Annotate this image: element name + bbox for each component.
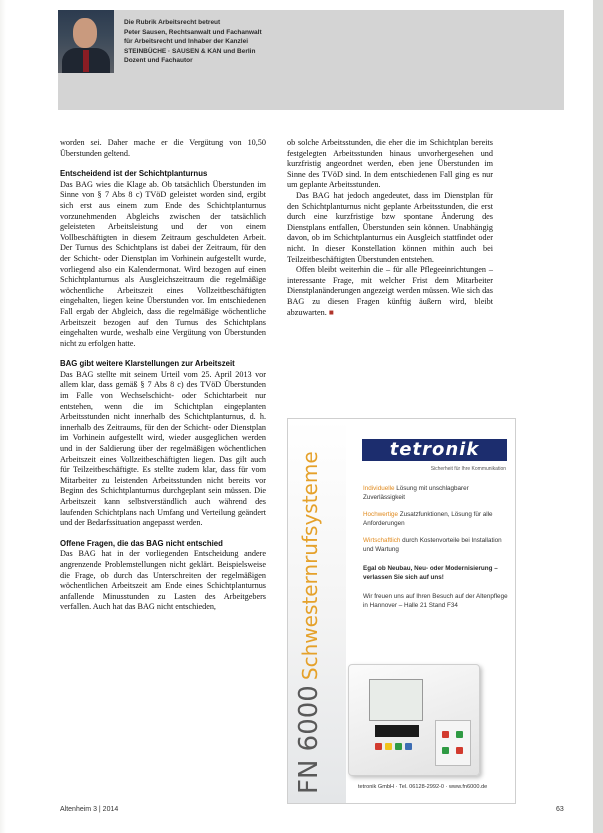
paragraph: Das BAG hat jedoch angedeutet, dass im Dienstplan für den Schichtplanturnus nicht geplante Arbeitsstunden, die erst durch eine kurzfristige bzw spontane Änderung des Dienstplans entfallen, Überstunden sein können. Unabhängig davon, ob im Schichtplanturnus ein Ausgleich stattfindet oder nicht. In dieser Konstellation können mithin auch bei Teilzeitbeschäftigten Überstunden entstehen. xyxy=(287,190,493,264)
ad-feature: Wirtschaftlich durch Kostenvorteile bei Installation und Wartung xyxy=(363,537,502,553)
author-info xyxy=(124,18,384,66)
ad-product-name: FN 6000 xyxy=(294,685,324,794)
section-heading: BAG gibt weitere Klarstellungen zur Arbeitszeit xyxy=(60,359,235,369)
text-column-left xyxy=(60,138,266,613)
nurse-call-device xyxy=(348,664,480,776)
author-line: für Arbeitsrecht und Inhaber der Kanzlei xyxy=(124,38,249,45)
page-edge xyxy=(593,0,603,833)
ad-vertical-title xyxy=(294,451,324,794)
text-column-right xyxy=(287,138,493,318)
section-heading: Offene Fragen, die das BAG nicht entschied xyxy=(60,538,223,548)
ad-feature: Hochwertige Zusatzfunktionen, Lösung für alle Anforderungen xyxy=(363,511,493,527)
advertisement[interactable] xyxy=(287,418,516,804)
paragraph: ob solche Arbeitsstunden, die eher die im Schichtplan bereits festgelegten Arbeitsstunden hinaus unvorhergesehen und kurzfristig angeordnet werden, eben jene Überstunden im Sinne des TVöD sind. In dem entschiedenen Fall ging es nur um geplante Arbeitsstunden. xyxy=(287,138,493,190)
author-header-box xyxy=(58,10,564,110)
red-button-icon xyxy=(375,743,382,750)
author-line: Peter Sausen, Rechtsanwalt und Fachanwalt xyxy=(124,28,262,36)
yellow-button-icon xyxy=(385,743,392,750)
ad-feature: Individuelle Lösung mit unschlagbarer Zuverlässigkeit xyxy=(363,485,469,501)
paragraph: Das BAG wies die Klage ab. Ob tatsächlich Überstunden im Sinne von § 7 Abs 8 c) TVöD geleistet worden sind, ergibt sich erst aus einem zum Ende des Schichtplanturnus vorzunehmenden Abgleichs zwischen der tatsächlich geleisteten Arbeitsleistung und der von einem Vollbeschäftigten in diesem Zeitraum geschuldeten Arbeit. Der Turnus des Schichtplans ist dabei der Zeitraum, für den der Schicht- oder Dienstplan im Vorhinein aufgestellt wurde, vorliegend also ein Kalendermonat. Wird bezogen auf einen Schichtplanturnus als Ausgleichszeitraum die regelmäßige wöchentliche Arbeitszeit eines Vollzeitbeschäftigten eingehalten, liegen keine Überstunden vor. Im entschiedenen Fall ergab der Abgleich, dass die regelmäßige wöchentliche Arbeitszeit bezogen auf den Turnus des Schichtplans eingehalten wurde, weshalb eine Vergütung von Überstunden nicht zu erfolgen hatte. xyxy=(60,179,266,348)
tetronik-logo: tetronik xyxy=(362,439,507,461)
device-screen xyxy=(369,679,423,721)
ad-feature-highlight: Egal ob Neubau, Neu- oder Modernisierung – verlassen Sie sich auf uns! xyxy=(363,565,498,581)
paragraph: Das BAG stellte mit seinem Urteil vom 25. April 2013 vor allem klar, dass gemäß § 7 Abs 8 c) des TVöD Überstunden im Falle von Wechselschicht- oder Schichtarbeit nur entstehen, wenn die im Schichtplan eingeplanten Arbeitsstunden nicht innerhalb des Schichtplanturnus, d. h. innerhalb des Zeitraums, für den der Schicht- oder Dienstplan im Vorhinein aufgestellt wird, wieder ausgeglichen werden und in der Saldierung über der regelmäßigen wöchentlichen Arbeitszeit eines Vollzeitbeschäftigten liegen. Das gilt auch für Teilzeitbeschäftigte. Es stellte zudem klar, dass für vom Mitarbeiter zu leistenden Arbeitsstunden nicht bereits vor Beginn des Schichtplanturnus durchgeplant sein müssen. Die Arbeitszeit kann selbstverständlich auch während des laufenden Schichtplans nach Umfang und Verteilung geändert und der Bedarfssituation angepasst werden. xyxy=(60,369,266,528)
author-line: STEINBÜCHE · SAUSEN & KAN und Berlin xyxy=(124,47,256,55)
paragraph-text: Offen bleibt weiterhin die – für alle Pflegeeinrichtungen – interessante Frage, mit welcher Frist dem Mitarbeiter Dienstplanänderungen angezeigt werden müssen. Wie sich das BAG zu diesen Fragen künftig äußern wird, bleibt abzuwarten. xyxy=(287,265,493,317)
page-number: 63 xyxy=(556,806,564,813)
section-heading: Entscheidend ist der Schichtplanturnus xyxy=(60,169,208,179)
ad-slogan: Sicherheit für Ihre Kommunikation xyxy=(430,466,506,472)
green-button-icon xyxy=(395,743,402,750)
ad-product-category: Schwesternrufsysteme xyxy=(298,451,322,681)
paragraph xyxy=(287,265,493,318)
end-mark-icon: ■ xyxy=(328,307,334,317)
page-footer-publication: Altenheim 3 | 2014 xyxy=(60,806,119,813)
author-photo xyxy=(58,10,114,73)
author-line: Die Rubrik Arbeitsrecht betreut xyxy=(124,19,221,26)
author-line: Dozent und Fachautor xyxy=(124,57,193,64)
paragraph: Das BAG hat in der vorliegenden Entscheidung andere angrenzende Problemstellungen nicht geklärt. Beispielsweise die Frage, ob durch das Unterschreiten der regelmäßigen wöchentlichen Arbeitszeit am Ende eines Schichtplanturnus anfallende Minusstunden zu Lasten des Arbeitgebers verfallen. Auch hat das BAG nicht entschieden, xyxy=(60,549,266,612)
device-display xyxy=(375,725,419,737)
paragraph: worden sei. Daher mache er die Vergütung von 10,50 Überstunden geltend. xyxy=(60,138,266,158)
ad-contact: tetronik GmbH · Tel. 06128-2992-0 · www.fn6000.de xyxy=(358,784,488,790)
device-module xyxy=(435,720,471,766)
blue-button-icon xyxy=(405,743,412,750)
ad-fair-info: Wir freuen uns auf Ihren Besuch auf der Altenpflege in Hannover – Halle 21 Stand F34 xyxy=(363,593,508,609)
